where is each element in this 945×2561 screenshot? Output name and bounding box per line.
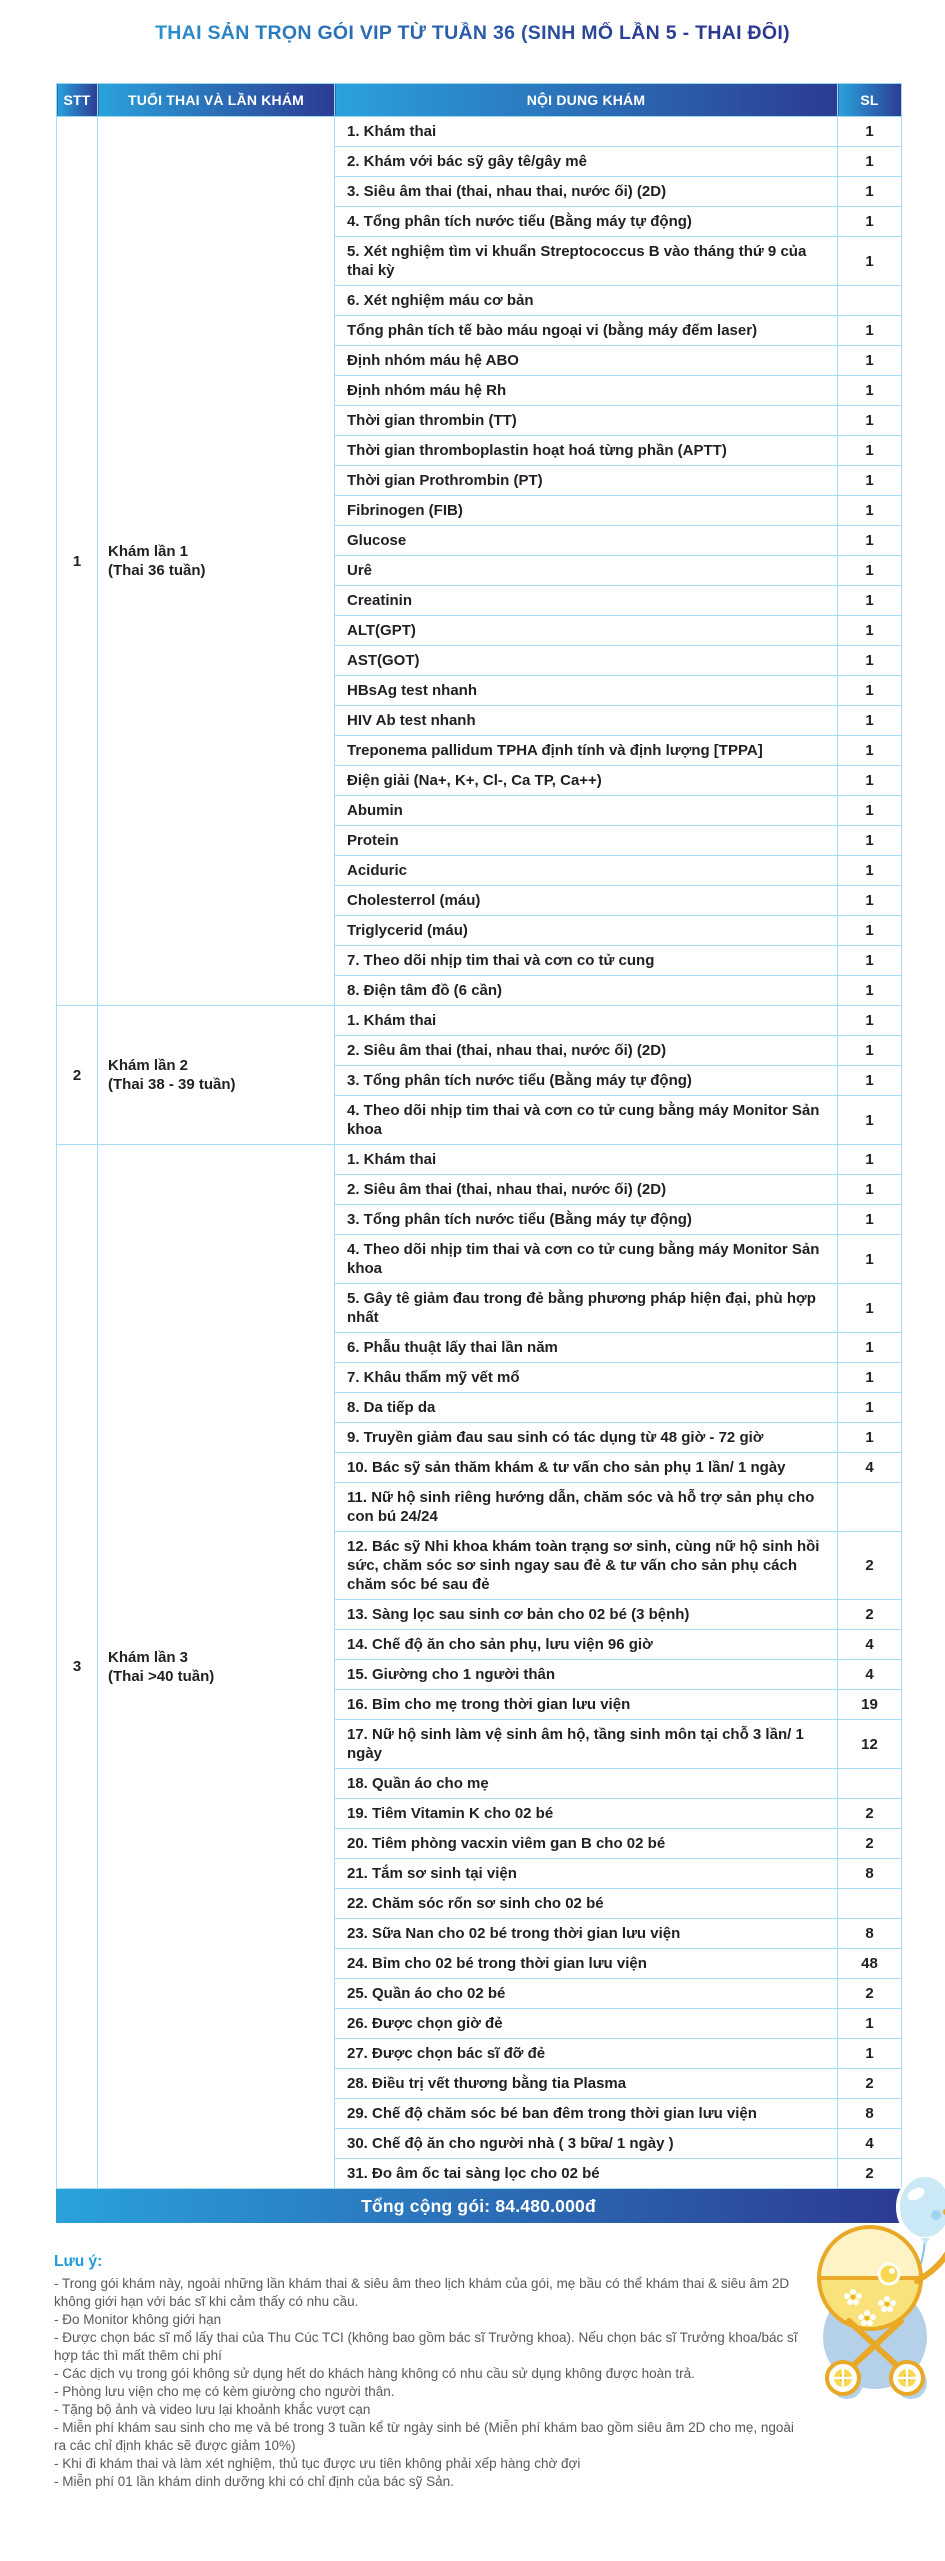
- notes-section: [54, 2253, 814, 2491]
- quantity-cell: 1: [838, 1066, 902, 1096]
- note-line: - Phòng lưu viện cho mẹ có kèm giường cho người thân.: [54, 2384, 395, 2399]
- service-name-cell: 18. Quần áo cho mẹ: [335, 1769, 838, 1799]
- quantity-cell: 19: [838, 1690, 902, 1720]
- quantity-cell: 1: [838, 976, 902, 1006]
- service-name-cell: Tổng phân tích tế bào máu ngoại vi (bằng máy đếm laser): [335, 316, 838, 346]
- quantity-cell: 2: [838, 1979, 902, 2009]
- quantity-cell: 1: [838, 1175, 902, 1205]
- service-name-cell: 9. Truyền giảm đau sau sinh có tác dụng từ 48 giờ - 72 giờ: [335, 1423, 838, 1453]
- service-name-cell: 2. Khám với bác sỹ gây tê/gây mê: [335, 147, 838, 177]
- baby-carriage-svg: [777, 2161, 945, 2399]
- service-name-cell: Điện giải (Na+, K+, Cl-, Ca TP, Ca++): [335, 766, 838, 796]
- quantity-cell: 4: [838, 2129, 902, 2159]
- note-line: - Đo Monitor không giới hạn: [54, 2312, 222, 2327]
- quantity-cell: 1: [838, 2009, 902, 2039]
- quantity-cell: 1: [838, 526, 902, 556]
- service-name-cell: 4. Tổng phân tích nước tiểu (Bằng máy tự động): [335, 207, 838, 237]
- quantity-cell: 1: [838, 177, 902, 207]
- service-name-cell: 2. Siêu âm thai (thai, nhau thai, nước ối) (2D): [335, 1036, 838, 1066]
- quantity-cell: 1: [838, 916, 902, 946]
- service-name-cell: 5. Xét nghiệm tìm vi khuẩn Streptococcus B vào tháng thứ 9 của thai kỳ: [335, 237, 838, 286]
- service-name-cell: Định nhóm máu hệ ABO: [335, 346, 838, 376]
- service-name-cell: 8. Da tiếp da: [335, 1393, 838, 1423]
- stt-cell: 2: [57, 1006, 98, 1145]
- note-line: - Khi đi khám thai và làm xét nghiệm, thủ tục được ưu tiên không phải xếp hàng chờ đợi: [54, 2456, 581, 2471]
- quantity-cell: 1: [838, 946, 902, 976]
- quantity-cell: [838, 1889, 902, 1919]
- total-band: [56, 2189, 901, 2223]
- service-name-cell: 6. Xét nghiệm máu cơ bản: [335, 286, 838, 316]
- total-label: Tổng cộng gói: 84.480.000đ: [361, 2195, 596, 2216]
- service-name-cell: 17. Nữ hộ sinh làm vệ sinh âm hộ, tầng sinh môn tại chỗ 3 lần/ 1 ngày: [335, 1720, 838, 1769]
- col-header-qty: SL: [838, 84, 902, 117]
- service-name-cell: 22. Chăm sóc rốn sơ sinh cho 02 bé: [335, 1889, 838, 1919]
- quantity-cell: 8: [838, 1859, 902, 1889]
- service-name-cell: 8. Điện tâm đồ (6 cần): [335, 976, 838, 1006]
- service-name-cell: 10. Bác sỹ sản thăm khám & tư vấn cho sản phụ 1 lần/ 1 ngày: [335, 1453, 838, 1483]
- quantity-cell: 48: [838, 1949, 902, 1979]
- service-name-cell: 3. Tổng phân tích nước tiểu (Bằng máy tự động): [335, 1066, 838, 1096]
- service-name-cell: 26. Được chọn giờ đẻ: [335, 2009, 838, 2039]
- quantity-cell: 1: [838, 376, 902, 406]
- service-name-cell: 15. Giường cho 1 người thân: [335, 1660, 838, 1690]
- quantity-cell: 1: [838, 796, 902, 826]
- service-name-cell: Abumin: [335, 796, 838, 826]
- stt-cell: 3: [57, 1145, 98, 2189]
- service-name-cell: 14. Chế độ ăn cho sản phụ, lưu viện 96 giờ: [335, 1630, 838, 1660]
- quantity-cell: 2: [838, 2159, 902, 2189]
- service-name-cell: Glucose: [335, 526, 838, 556]
- service-name-cell: 5. Gây tê giảm đau trong đẻ bằng phương pháp hiện đại, phù hợp nhất: [335, 1284, 838, 1333]
- service-name-cell: 1. Khám thai: [335, 1145, 838, 1175]
- service-name-cell: 6. Phẫu thuật lấy thai lần năm: [335, 1333, 838, 1363]
- notes-lines: [54, 2275, 814, 2491]
- quantity-cell: 2: [838, 1799, 902, 1829]
- service-name-cell: 28. Điều trị vết thương bằng tia Plasma: [335, 2069, 838, 2099]
- quantity-cell: 8: [838, 1919, 902, 1949]
- quantity-cell: 4: [838, 1630, 902, 1660]
- quantity-cell: 1: [838, 496, 902, 526]
- quantity-cell: 1: [838, 207, 902, 237]
- service-name-cell: 24. Bỉm cho 02 bé trong thời gian lưu viện: [335, 1949, 838, 1979]
- visit-label-cell: Khám lần 1 (Thai 36 tuần): [98, 117, 335, 1006]
- table-row: [57, 117, 902, 147]
- service-name-cell: 16. Bỉm cho mẹ trong thời gian lưu viện: [335, 1690, 838, 1720]
- service-name-cell: 11. Nữ hộ sinh riêng hướng dẫn, chăm sóc và hỗ trợ sản phụ cho con bú 24/24: [335, 1483, 838, 1532]
- quantity-cell: [838, 1769, 902, 1799]
- service-name-cell: 7. Khâu thẩm mỹ vết mổ: [335, 1363, 838, 1393]
- service-name-cell: 4. Theo dõi nhịp tim thai và cơn co tử cung bằng máy Monitor Sản khoa: [335, 1235, 838, 1284]
- service-name-cell: HBsAg test nhanh: [335, 676, 838, 706]
- service-name-cell: 20. Tiêm phòng vacxin viêm gan B cho 02 bé: [335, 1829, 838, 1859]
- service-name-cell: 31. Đo âm ốc tai sàng lọc cho 02 bé: [335, 2159, 838, 2189]
- quantity-cell: 1: [838, 346, 902, 376]
- quantity-cell: 1: [838, 436, 902, 466]
- quantity-cell: 2: [838, 1600, 902, 1630]
- quantity-cell: 1: [838, 676, 902, 706]
- quantity-cell: 1: [838, 1284, 902, 1333]
- quantity-cell: 1: [838, 1393, 902, 1423]
- service-name-cell: AST(GOT): [335, 646, 838, 676]
- note-line: - Miễn phí khám sau sinh cho mẹ và bé trong 3 tuần kể từ ngày sinh bé (Miễn phí khám bao gồm siêu âm 2D cho mẹ, ngoài ra các chỉ định khác sẽ được giảm 10%): [54, 2420, 794, 2453]
- service-name-cell: Thời gian Prothrombin (PT): [335, 466, 838, 496]
- bottom-padding: [0, 2491, 945, 2561]
- quantity-cell: 12: [838, 1720, 902, 1769]
- quantity-cell: 2: [838, 2069, 902, 2099]
- wheel-icon: [827, 2362, 859, 2394]
- service-name-cell: 12. Bác sỹ Nhi khoa khám toàn trạng sơ sinh, cùng nữ hộ sinh hồi sức, chăm sóc sơ sinh ngay sau đẻ & tư vấn cho sản phụ cách chăm sóc bé sau đẻ: [335, 1532, 838, 1600]
- note-line: - Tặng bộ ảnh và video lưu lại khoảnh khắc vượt cạn: [54, 2402, 371, 2417]
- col-header-content: NỘI DUNG KHÁM: [335, 84, 838, 117]
- visit-label-cell: Khám lần 2 (Thai 38 - 39 tuần): [98, 1006, 335, 1145]
- quantity-cell: 1: [838, 2039, 902, 2069]
- baby-carriage-illustration: [777, 2161, 945, 2399]
- quantity-cell: 4: [838, 1453, 902, 1483]
- visit-label-cell: Khám lần 3 (Thai >40 tuần): [98, 1145, 335, 2189]
- quantity-cell: [838, 1483, 902, 1532]
- table-header-row: [57, 84, 902, 117]
- service-name-cell: 1. Khám thai: [335, 117, 838, 147]
- quantity-cell: 1: [838, 147, 902, 177]
- quantity-cell: 1: [838, 856, 902, 886]
- quantity-cell: 2: [838, 1532, 902, 1600]
- service-name-cell: 27. Được chọn bác sĩ đỡ đẻ: [335, 2039, 838, 2069]
- package-table: [56, 83, 902, 2189]
- quantity-cell: 1: [838, 466, 902, 496]
- quantity-cell: 1: [838, 736, 902, 766]
- wheel-icon: [891, 2362, 923, 2394]
- quantity-cell: 1: [838, 1006, 902, 1036]
- quantity-cell: 4: [838, 1660, 902, 1690]
- service-name-cell: Cholesterrol (máu): [335, 886, 838, 916]
- service-name-cell: Thời gian thrombin (TT): [335, 406, 838, 436]
- quantity-cell: 1: [838, 237, 902, 286]
- quantity-cell: 1: [838, 1205, 902, 1235]
- quantity-cell: 1: [838, 556, 902, 586]
- quantity-cell: 1: [838, 117, 902, 147]
- quantity-cell: 1: [838, 886, 902, 916]
- table-row: [57, 1145, 902, 1175]
- quantity-cell: 1: [838, 616, 902, 646]
- table-row: [57, 1006, 902, 1036]
- service-name-cell: Thời gian thromboplastin hoạt hoá từng phần (APTT): [335, 436, 838, 466]
- quantity-cell: 1: [838, 1333, 902, 1363]
- quantity-cell: 1: [838, 646, 902, 676]
- service-name-cell: Triglycerid (máu): [335, 916, 838, 946]
- service-name-cell: 7. Theo dõi nhịp tim thai và cơn co tử cung: [335, 946, 838, 976]
- service-name-cell: Protein: [335, 826, 838, 856]
- quantity-cell: 1: [838, 706, 902, 736]
- service-name-cell: Urê: [335, 556, 838, 586]
- page-title: THAI SẢN TRỌN GÓI VIP TỪ TUẦN 36 (SINH MỔ LẦN 5 - THAI ĐÔI): [0, 22, 945, 45]
- service-name-cell: Creatinin: [335, 586, 838, 616]
- quantity-cell: 1: [838, 1363, 902, 1393]
- service-name-cell: HIV Ab test nhanh: [335, 706, 838, 736]
- service-name-cell: 19. Tiêm Vitamin K cho 02 bé: [335, 1799, 838, 1829]
- quantity-cell: 2: [838, 1829, 902, 1859]
- col-header-stt: STT: [57, 84, 98, 117]
- quantity-cell: 1: [838, 586, 902, 616]
- balloon-icon: [898, 2175, 945, 2245]
- package-table-body: [57, 117, 902, 2189]
- notes-heading: Lưu ý:: [54, 2253, 103, 2270]
- note-line: - Được chọn bác sĩ mổ lấy thai của Thu Cúc TCI (không bao gồm bác sĩ Trưởng khoa). Nếu chọn bác sĩ Trưởng khoa/bác sĩ hợp tác thì mất thêm chi phí: [54, 2330, 798, 2363]
- service-name-cell: Treponema pallidum TPHA định tính và định lượng [TPPA]: [335, 736, 838, 766]
- quantity-cell: 1: [838, 766, 902, 796]
- quantity-cell: 1: [838, 316, 902, 346]
- service-name-cell: 3. Siêu âm thai (thai, nhau thai, nước ối) (2D): [335, 177, 838, 207]
- quantity-cell: 1: [838, 1423, 902, 1453]
- service-name-cell: 13. Sàng lọc sau sinh cơ bản cho 02 bé (3 bệnh): [335, 1600, 838, 1630]
- service-name-cell: Fibrinogen (FIB): [335, 496, 838, 526]
- service-name-cell: 29. Chế độ chăm sóc bé ban đêm trong thời gian lưu viện: [335, 2099, 838, 2129]
- quantity-cell: 1: [838, 406, 902, 436]
- service-name-cell: ALT(GPT): [335, 616, 838, 646]
- service-name-cell: Định nhóm máu hệ Rh: [335, 376, 838, 406]
- service-name-cell: 4. Theo dõi nhịp tim thai và cơn co tử cung bằng máy Monitor Sản khoa: [335, 1096, 838, 1145]
- col-header-visit: TUỔI THAI VÀ LẦN KHÁM: [98, 84, 335, 117]
- quantity-cell: 1: [838, 1096, 902, 1145]
- note-line: - Các dịch vụ trong gói không sử dụng hết do khách hàng không có nhu cầu sử dụng không được hoàn trả.: [54, 2366, 695, 2381]
- service-name-cell: 1. Khám thai: [335, 1006, 838, 1036]
- service-name-cell: Aciduric: [335, 856, 838, 886]
- service-name-cell: 25. Quần áo cho 02 bé: [335, 1979, 838, 2009]
- quantity-cell: 8: [838, 2099, 902, 2129]
- service-name-cell: 21. Tắm sơ sinh tại viện: [335, 1859, 838, 1889]
- quantity-cell: 1: [838, 1145, 902, 1175]
- service-name-cell: 3. Tổng phân tích nước tiểu (Bằng máy tự động): [335, 1205, 838, 1235]
- stt-cell: 1: [57, 117, 98, 1006]
- service-name-cell: 30. Chế độ ăn cho người nhà ( 3 bữa/ 1 ngày ): [335, 2129, 838, 2159]
- quantity-cell: [838, 286, 902, 316]
- note-line: - Trong gói khám này, ngoài những lần khám thai & siêu âm theo lịch khám của gói, mẹ bầu có thể khám thai & siêu âm 2D không giới hạn với bác sĩ khi cảm thấy có nhu cầu.: [54, 2276, 790, 2309]
- service-name-cell: 23. Sữa Nan cho 02 bé trong thời gian lưu viện: [335, 1919, 838, 1949]
- quantity-cell: 1: [838, 826, 902, 856]
- quantity-cell: 1: [838, 1036, 902, 1066]
- quantity-cell: 1: [838, 1235, 902, 1284]
- note-line: - Miễn phí 01 lần khám dinh dưỡng khi có chỉ định của bác sỹ Sản.: [54, 2474, 454, 2489]
- service-name-cell: 2. Siêu âm thai (thai, nhau thai, nước ối) (2D): [335, 1175, 838, 1205]
